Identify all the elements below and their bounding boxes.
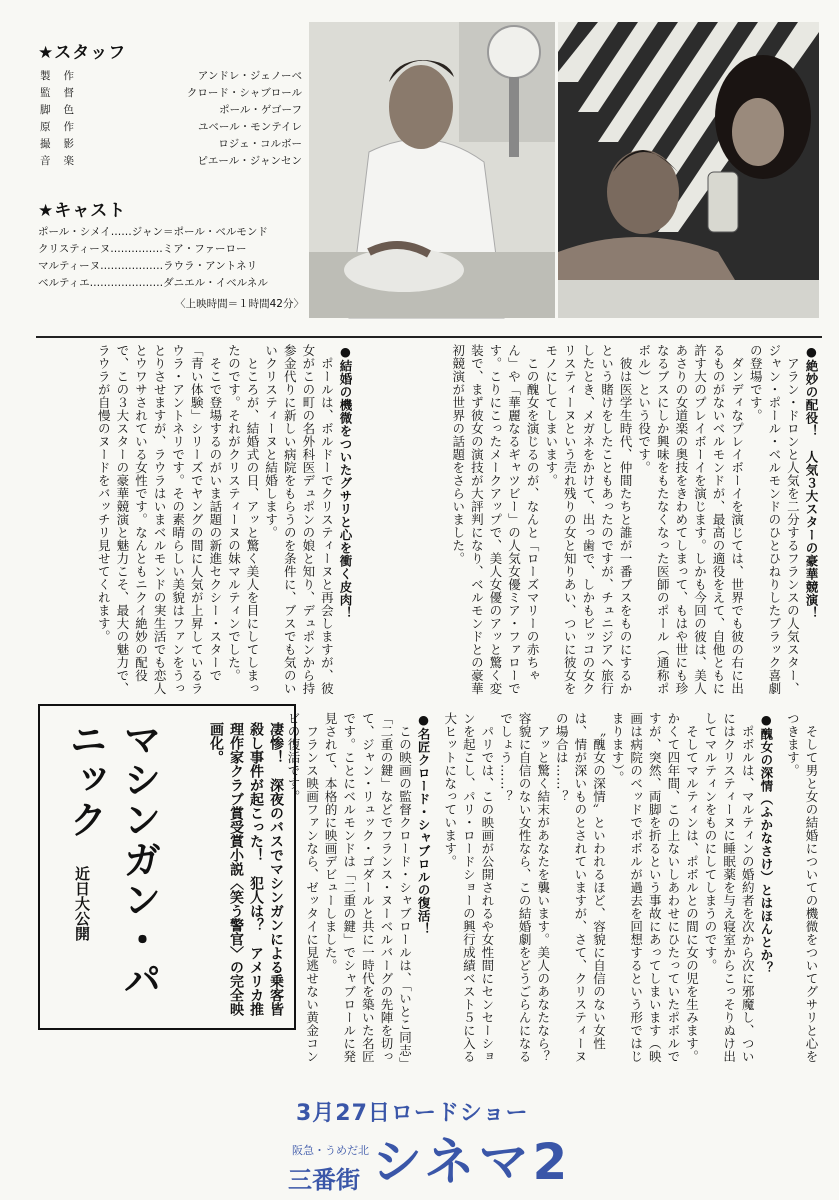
teaser-box <box>38 704 296 1030</box>
staff-role: 原作 <box>40 121 87 133</box>
venue-small: 阪急・うめだ北 <box>292 1144 369 1157</box>
staff-row <box>40 102 302 119</box>
heading-deep-love: ●醜女の深情（ふかなさけ）とはほんとか？ <box>758 712 774 975</box>
venue-name: 三番街 <box>288 1166 360 1194</box>
paragraph: フランス映画ファンなら、ゼッタイに見逃せない黄金コンビの復活です。 <box>285 712 320 1063</box>
staff-row <box>40 85 302 102</box>
staff-role: 監督 <box>40 87 87 99</box>
article-column-casting <box>358 344 820 700</box>
heading-casting: ●絶妙の配役！ 人気３大スターの豪華競演！ <box>804 344 819 620</box>
paragraph: この映画の監督クロード・シャブロールは、「いとこ同志」「二重の鍵」などでフランス・ヌーベルバーグの先陣を切って、ジャン・リュック・ゴダールと共に一時代を築いた名匠です。ことにベルモンドは「二重の鍵」でシャブロールに発見されて、本格的に映画デビューしました。 <box>323 712 413 1063</box>
paragraph: ポボルは、マルティンの婚約者を次から次に邪魔し、ついにはクリスティーヌに睡眠薬を与え寝室からこっそりぬけ出してマルティンをものにしてしまうのです。 <box>703 712 756 1063</box>
paragraph: そしてマルティンは、ポボルとの間に女の児を生みます。かくて四年間、この上ないしあわせにひたっていたポボルですが、突然、両脚を折るという事故にあってしまいます（映画は病院のベッドでポボルが過去を回想するという形ではじまります）。 <box>610 712 700 1063</box>
photo-couple <box>558 22 819 318</box>
heading-irony: ●結婚の機微をついたグサリと心を衝く皮肉！ <box>338 344 353 620</box>
staff-name: ピエール・ジャンセン <box>197 155 302 167</box>
teaser-release: 近日大公開 <box>73 866 91 941</box>
staff-name: アンドレ・ジェノーベ <box>197 70 302 82</box>
paragraph: ダンディなプレイボーイを演じては、世界でも彼の右に出るものがないベルモンドが、最高の適役をえて、自他ともに許す大のプレイボーイを演じます。しかも今回の彼は、美人あさりの女道楽の奥技をきわめてしまって、もはや世にも珍なるブスにしか興味をもたなくなった医師のポール（通称ポボル）という役です。 <box>636 344 745 695</box>
paragraph: そこで登場するのがいま話題の新進セクシー・スターで「青い体験」シリーズでヤングの間に人気が上昇しているラウラ・アントネリです。その素晴らしい美貌はファンをうっとりさせますが、ラウラはいまベルモンドの実生活でも恋人とウワサされている女性です。なんともニクイ絶妙の配役で、この３大スターの豪華競演と魅力こそ、最大の魅力で、ラウラが自慢のヌードをバッチリ見せてくれます。 <box>96 344 223 695</box>
staff-role: 脚色 <box>40 104 87 116</box>
staff-row <box>40 136 302 153</box>
heading-chabrol: ●名匠クロード・シャブロルの復活！ <box>416 712 432 936</box>
cinema-name: シネマ2 <box>372 1133 572 1191</box>
paragraph: ところが、結婚式の日、アッと驚く美人を目にしてしまったのです。それがクリスティーヌの妹マルティンでした。 <box>226 344 261 695</box>
photo-doctor <box>309 22 555 318</box>
photo-couple-image <box>558 22 819 318</box>
divider-top <box>36 336 822 338</box>
staff-role: 撮影 <box>40 138 87 150</box>
staff-row <box>40 68 302 85</box>
cast-row: ベルティエ…………………ダニエル・イベルネル <box>38 277 268 289</box>
staff-row <box>40 153 302 170</box>
paragraph: パリでは、この映画が公開されるや女性間にセンセーションを起こし、パリ・ロードショーの興行成績ベスト５に入る大ヒットになっています。 <box>442 712 495 1063</box>
staff-role: 製作 <box>40 70 87 82</box>
cast-row: クリスティーヌ……………ミア・ファーロー <box>38 243 247 255</box>
staff-name: クロード・シャブロール <box>186 87 302 99</box>
release-date: 3月27日ロードショー <box>296 1101 529 1126</box>
staff-name: ユベール・モンテイレ <box>197 121 302 133</box>
cast-heading: ★キャスト <box>38 201 127 221</box>
staff-role: 音楽 <box>40 155 87 167</box>
runtime: 〈上映時間＝１時間42分〉 <box>175 298 304 310</box>
article-column-bottom <box>285 712 820 1076</box>
article-column-irony <box>36 344 354 700</box>
cast-row: ポール・シメイ……ジャン＝ポール・ベルモンド <box>38 226 268 238</box>
staff-heading: ★スタッフ <box>38 43 127 63</box>
staff-name: ロジェ・コルボー <box>218 138 302 150</box>
photo-doctor-image <box>309 22 555 318</box>
paragraph: この醜女を演じるのが、なんと「ローズマリーの赤ちゃん」や「華麗なるギャツビー」の人気女優ミア・ファローです。こりにこったメークアップで、美人女優のアッと驚く変装で、まず彼女の演技が大評判になり、ベルモンドとの豪華初競演が世界の話題をさらいました。 <box>450 344 541 695</box>
paragraph: 彼は医学生時代、仲間たちと誰が一番ブスをものにするかという賭けをしたこともあったのですが、チュニジアへ旅行したとき、メガネをかけて、出っ歯で、しかもビッコの女クリスティーヌという売れ残りの女と知りあい、ついに彼女をモノにしてしまいます。 <box>543 344 634 695</box>
paragraph: ポールは、ボルドーでクリスティーヌと再会しますが、彼女がこの町の名外科医デュポンの娘と知り、デュポンから持参金代りに新しい病院をもらうのを条件に、ブスでも気のいいクリスティーヌと結婚します。 <box>263 344 335 695</box>
paragraph: アッと驚く結末があなたを襲います。美人のあなたなら？ 容貌に自信のない女性なら、この結婚劇をどうごらんになるでしょう……？ <box>498 712 551 1076</box>
teaser-lead: 凄惨！ 深夜のバスでマシンガンによる乗客皆殺し事件が起こった！ 犯人は？ アメリカ推理作家クラブ賞受賞小説〈笑う警官〉の完全映画化。 <box>208 722 284 1016</box>
paragraph: アラン・ドロンと人気を二分するフランスの人気スター、ジャン・ポール・ベルモンドのひとひねりしたブラック喜劇の登場です。 <box>748 344 801 695</box>
staff-name: ポール・ゲゴーフ <box>219 104 302 116</box>
paragraph: 〝醜女の深情〟といわれるほど、容貌に自信のない女性は、情が深いものとされていますが、さて、クリスティーヌの場合は……？ <box>554 712 607 1063</box>
teaser-title: マシンガン・パニック <box>63 720 161 1000</box>
paragraph: そして男と女の結婚についての機微をついてグサリと心をつきます。 <box>785 712 819 1063</box>
staff-row <box>40 119 302 136</box>
cast-row: マルティーヌ………………ラウラ・アントネリ <box>38 260 258 272</box>
